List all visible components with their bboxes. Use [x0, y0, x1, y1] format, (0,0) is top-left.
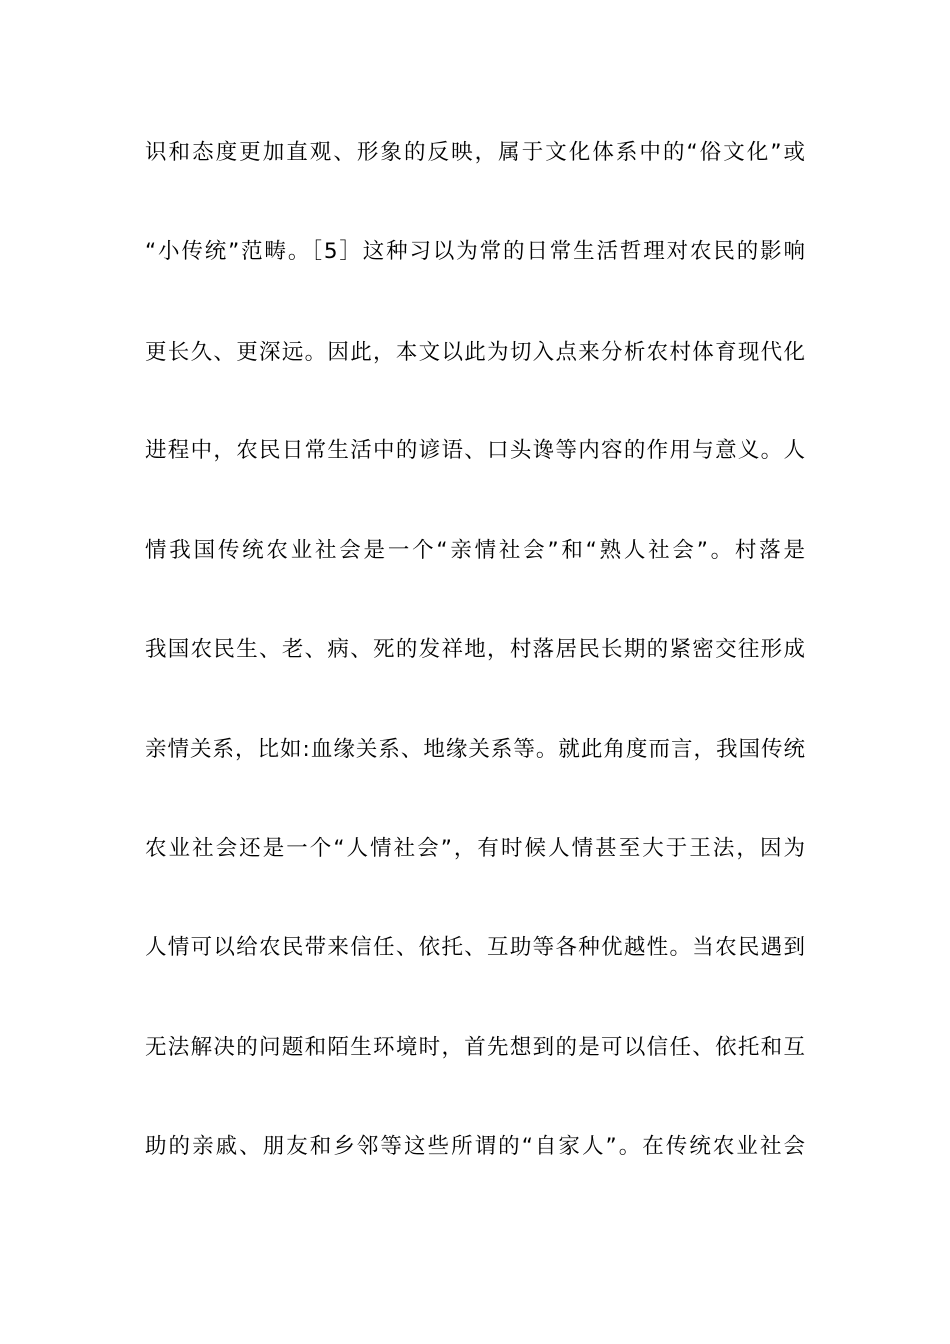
text-line: 情我国传统农业社会是一个“亲情社会”和“熟人社会”。村落是 — [145, 538, 805, 563]
text-line: 助的亲戚、朋友和乡邻等这些所谓的“自家人”。在传统农业社会 — [145, 1134, 805, 1159]
text-line: 识和态度更加直观、形象的反映，属于文化体系中的“俗文化”或 — [145, 140, 805, 165]
text-line: 进程中，农民日常生活中的谚语、口头谗等内容的作用与意义。人 — [145, 438, 805, 463]
text-line: 农业社会还是一个“人情社会”，有时候人情甚至大于王法，因为 — [145, 836, 805, 861]
text-line: 无法解决的问题和陌生环境时，首先想到的是可以信任、依托和互 — [145, 1035, 805, 1060]
text-line: 亲情关系，比如:血缘关系、地缘关系等。就此角度而言，我国传统 — [145, 737, 805, 762]
text-line: 我国农民生、老、病、死的发祥地，村落居民长期的紧密交往形成 — [145, 637, 805, 662]
text-line: 更长久、更深远。因此，本文以此为切入点来分析农村体育现代化 — [145, 340, 805, 365]
text-line: “小传统”范畴。［5］这种习以为常的日常生活哲理对农民的影响 — [145, 239, 805, 264]
text-line: 人情可以给农民带来信任、依托、互助等各种优越性。当农民遇到 — [145, 935, 805, 960]
